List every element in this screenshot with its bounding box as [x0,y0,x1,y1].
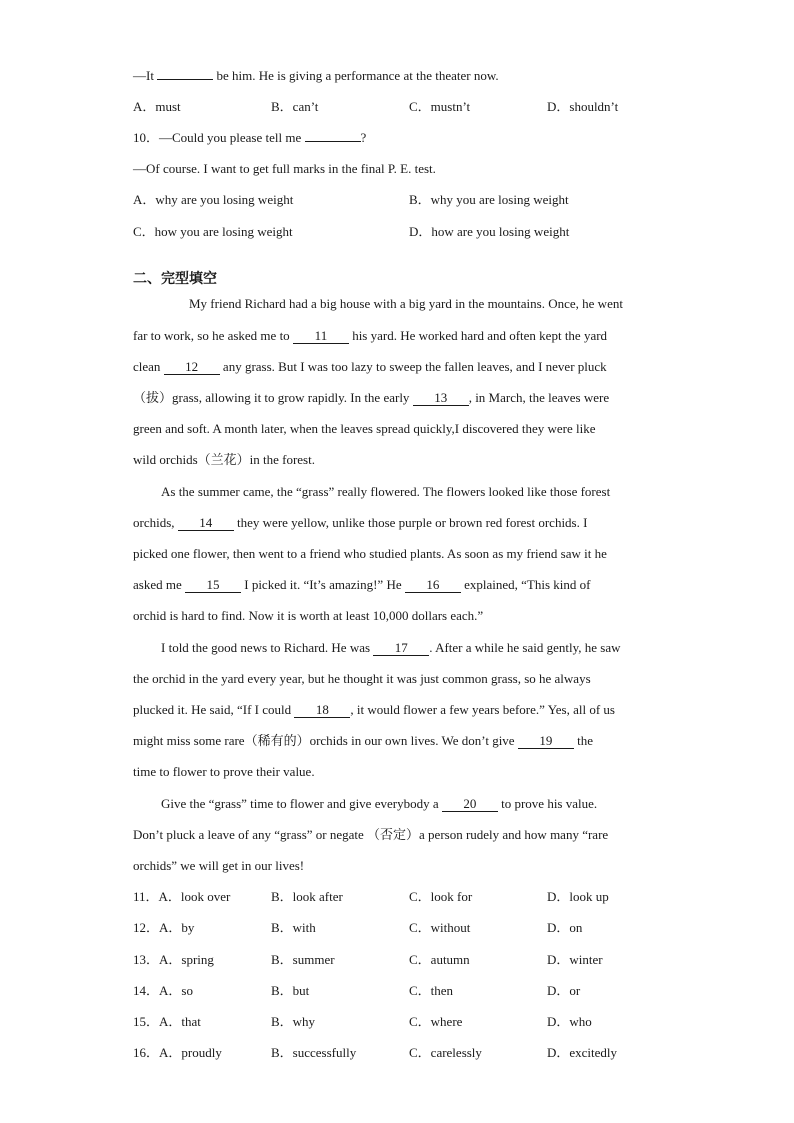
passage-text: , in March, the leaves were [468,390,610,405]
blank-16: 16 [405,578,461,593]
blank-14: 14 [178,516,234,531]
passage-line: Don’t pluck a leave of any “grass” or negate （否定）a person rudely and how many “rare [133,827,609,842]
q10-option-a: A．why are you losing weight [133,192,294,207]
passage-line [133,358,607,376]
blank-18: 18 [294,703,350,718]
q10-stem [133,129,366,147]
blank-17: 17 [373,641,429,656]
passage-text: his yard. He worked hard and often kept the yard [352,328,608,343]
passage-text: orchids, [133,515,175,530]
q9-stem-end: be him. He is giving a performance at the theater now. [216,68,499,83]
choice-15-a: 15．A．that [133,1014,201,1029]
choice-13-d: D．winter [547,952,603,967]
q9-option-d: D．shouldn’t [547,99,619,114]
passage-text: any grass. But I was too lazy to sweep the fallen leaves, and I never pluck [222,359,607,374]
passage-text: . After a while he said gently, he saw [429,640,621,655]
passage-text: asked me [133,577,182,592]
passage-line [133,514,587,532]
passage-text: to prove his value. [501,796,598,811]
choice-11-d: D．look up [547,889,609,904]
blank-20: 20 [442,797,498,812]
choice-13-b: B．summer [271,952,335,967]
passage-text: （拔）grass, allowing it to grow rapidly. In the early [133,390,410,405]
passage-text: I picked it. “It’s amazing!” He [244,577,402,592]
q10-stem-start: 10．—Could you please tell me [133,130,302,145]
q10-option-c: C．how you are losing weight [133,224,293,239]
passage-text: far to work, so he asked me to [133,328,290,343]
choice-16-d: D．excitedly [547,1045,618,1060]
choice-16-c: C．carelessly [409,1045,482,1060]
blank-13: 13 [413,391,469,406]
choice-13-c: C．autumn [409,952,470,967]
choice-12-c: C．without [409,920,471,935]
choice-15-b: B．why [271,1014,316,1029]
q10-option-d: D．how are you losing weight [409,224,570,239]
q9-stem [133,67,499,85]
q9-option-b: B．can’t [271,99,319,114]
q9-stem-start: —It [133,68,154,83]
passage-text: I told the good news to Richard. He was [161,640,371,655]
choice-14-b: B．but [271,983,310,998]
choice-11-c: C．look for [409,889,473,904]
choice-11-a: 11．A．look over [133,889,231,904]
choice-16-b: B．successfully [271,1045,357,1060]
choice-15-c: C．where [409,1014,463,1029]
blank-11: 11 [293,329,349,344]
choice-12-b: B．with [271,920,316,935]
passage-line [133,576,590,594]
passage-line: wild orchids（兰花）in the forest. [133,452,315,467]
section-heading: 二、完型填空 [133,271,217,287]
q9-option-c: C．mustn’t [409,99,471,114]
passage-line [133,732,593,750]
passage-text: they were yellow, unlike those purple or brown red forest orchids. I [237,515,588,530]
passage-line [161,639,621,657]
passage-text: plucked it. He said, “If I could [133,702,292,717]
passage-line [133,327,607,345]
passage-text: Give the “grass” time to flower and give everybody a [161,796,439,811]
blank-12: 12 [164,360,220,375]
choice-16-a: 16．A．proudly [133,1045,222,1060]
choice-12-d: D．on [547,920,583,935]
q10-stem-end: ? [360,130,367,145]
choice-14-a: 14．A．so [133,983,193,998]
passage-text: clean [133,359,161,374]
choice-11-b: B．look after [271,889,343,904]
passage-text: explained, “This kind of [464,577,591,592]
passage-line [161,795,597,813]
passage-line: time to flower to prove their value. [133,764,315,779]
passage-line: green and soft. A month later, when the leaves spread quickly,I discovered they were like [133,421,596,436]
blank-19: 19 [518,734,574,749]
q9-blank [157,79,213,80]
q10-blank [305,141,361,142]
q9-option-a: A．must [133,99,181,114]
choice-15-d: D．who [547,1014,592,1029]
passage-line: picked one flower, then went to a friend who studied plants. As soon as my friend saw it he [133,546,607,561]
passage-line [133,701,615,719]
passage-line: the orchid in the yard every year, but he thought it was just common grass, so he always [133,671,591,686]
passage-line: My friend Richard had a big house with a big yard in the mountains. Once, he went [189,296,623,311]
q10-answer-line: —Of course. I want to get full marks in the final P. E. test. [133,161,436,176]
choice-12-a: 12．A．by [133,920,195,935]
passage-text: the [577,733,593,748]
choice-14-c: C．then [409,983,454,998]
q10-option-b: B．why you are losing weight [409,192,569,207]
passage-line: orchids” we will get in our lives! [133,858,305,873]
passage-line [133,389,609,407]
passage-text: , it would flower a few years before.” Yes, all of us [350,702,615,717]
choice-13-a: 13．A．spring [133,952,214,967]
passage-line: orchid is hard to find. Now it is worth at least 10,000 dollars each.” [133,608,484,623]
choice-14-d: D．or [547,983,581,998]
blank-15: 15 [185,578,241,593]
passage-text: might miss some rare（稀有的）orchids in our own lives. We don’t give [133,733,515,748]
passage-line: As the summer came, the “grass” really flowered. The flowers looked like those forest [161,484,611,499]
